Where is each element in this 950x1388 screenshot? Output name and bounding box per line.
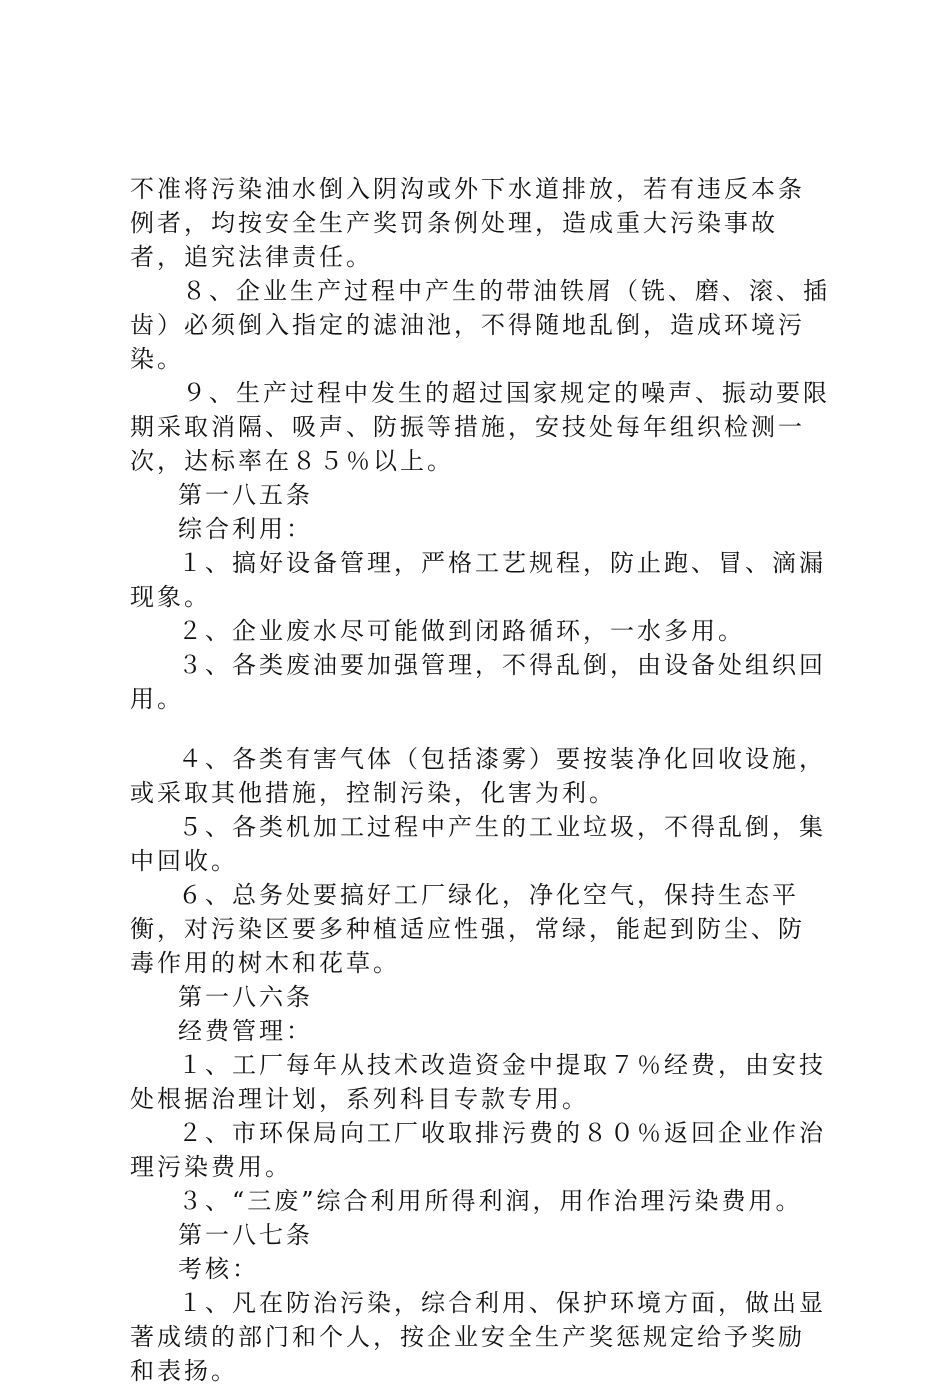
paragraph-item-9: ９、生产过程中发生的超过国家规定的噪声、振动要限期采取消隔、吸声、防振等措施，安技处每年组织检测一次，达标率在８５％以上。 bbox=[130, 379, 830, 475]
paragraph-assessment-item-1: １、凡在防治污染，综合利用、保护环境方面，做出显著成绩的部门和个人，按企业安全生产奖惩规定给予奖励和表扬。 bbox=[130, 1289, 826, 1385]
section-title-funding: 经费管理： bbox=[178, 1017, 313, 1045]
paragraph-funding-item-2: ２、市环保局向工厂收取排污费的８０％返回企业作治理污染费用。 bbox=[130, 1119, 826, 1181]
article-heading-186: 第一八六条 bbox=[178, 983, 313, 1011]
paragraph-use-item-4: ４、各类有害气体（包括漆雾）要按装净化回收设施，或采取其他措施，控制污染，化害为利。 bbox=[130, 745, 826, 807]
section-title-comprehensive-use: 综合利用： bbox=[178, 515, 313, 543]
paragraph-use-item-6: ６、总务处要搞好工厂绿化，净化空气，保持生态平衡，对污染区要多种植适应性强，常绿，能起到防尘、防毒作用的树木和花草。 bbox=[130, 881, 805, 977]
paragraph-pollution-oil: 不准将污染油水倒入阴沟或外下水道排放，若有违反本条例者，均按安全生产奖罚条例处理，造成重大污染事故者，追究法律责任。 bbox=[130, 175, 805, 271]
paragraph-use-item-3: ３、各类废油要加强管理，不得乱倒，由设备处组织回用。 bbox=[130, 651, 826, 713]
paragraph-use-item-5: ５、各类机加工过程中产生的工业垃圾，不得乱倒，集中回收。 bbox=[130, 813, 826, 875]
paragraph-use-item-2: ２、企业废水尽可能做到闭路循环，一水多用。 bbox=[178, 617, 745, 645]
paragraph-funding-item-1: １、工厂每年从技术改造资金中提取７％经费，由安技处根据治理计划，系列科目专款专用。 bbox=[130, 1051, 826, 1113]
paragraph-funding-item-3: ３、“三废”综合利用所得利润，用作治理污染费用。 bbox=[178, 1187, 803, 1215]
article-heading-187: 第一八七条 bbox=[178, 1221, 313, 1249]
paragraph-use-item-1: １、搞好设备管理，严格工艺规程，防止跑、冒、滴漏现象。 bbox=[130, 549, 826, 611]
paragraph-item-8: ８、企业生产过程中产生的带油铁屑（铣、磨、滚、插齿）必须倒入指定的滤油池，不得随地乱倒，造成环境污染。 bbox=[130, 277, 830, 373]
document-body bbox=[130, 172, 830, 1388]
section-title-assessment: 考核： bbox=[178, 1255, 259, 1283]
article-heading-185: 第一八五条 bbox=[178, 481, 313, 509]
